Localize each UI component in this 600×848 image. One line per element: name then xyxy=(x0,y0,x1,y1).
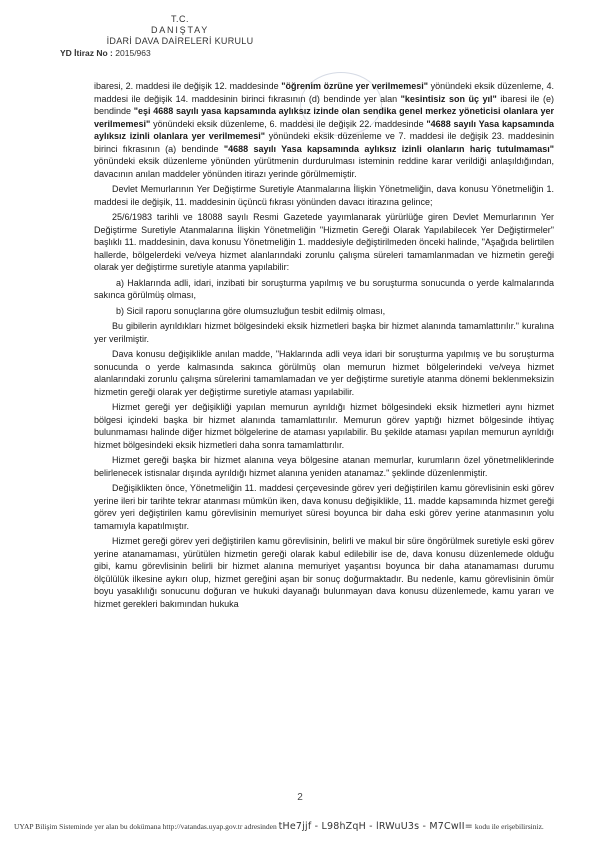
document-header xyxy=(60,14,300,59)
body-paragraph xyxy=(94,535,554,610)
text-run: Devlet Memurlarının Yer Değiştirme Suretiyle Atanmalarına İlişkin Yönetmeliğin, dava konusu Yönetmeliğin 1. maddesi ile değişik, 11. maddesinin üçüncü fıkrası yönünden davacı itirazına gelince; xyxy=(94,184,554,207)
footer-suffix: kodu ile erişebilirsiniz. xyxy=(474,822,544,831)
body-paragraph xyxy=(94,277,554,302)
reference-label: YD İtiraz No : xyxy=(60,48,113,58)
text-run: Değişiklikten önce, Yönetmeliğin 11. maddesi çerçevesinde görev yeri değiştirilen kamu görevlisinin eski görev yerine ileri bir tarihte tekrar atanması mümkün iken, dava konusu değişiklikle, 11. madde kapsamında hizmet gereği görev yeri değiştirilen kamu görevlisinin memuriyet süresi boyunca bir daha eski görev yerine atanmasının yolu tamamıyla kapatılmıştır. xyxy=(94,483,554,531)
body-paragraph xyxy=(94,320,554,345)
text-run: yönündeki eksik düzenleme ve 7. maddesi ile değişik 23. maddesinin birinci fıkrasının (a) bendinde xyxy=(94,131,554,154)
footer-prefix: UYAP Bilişim Sisteminde yer alan bu dokümana http://vatandas.uyap.gov.tr adresinden xyxy=(14,822,277,831)
bold-text-run: "eşi 4688 sayılı yasa kapsamında aylıksız izinde olan sendika genel merkez yöneticisi olanlara yer verilmemesi" xyxy=(94,106,554,129)
body-paragraph xyxy=(94,305,554,318)
header-reference xyxy=(60,48,300,59)
bold-text-run: "kesintisiz son üç yıl" xyxy=(400,93,497,104)
body-paragraph xyxy=(94,183,554,208)
bold-text-run: "öğrenim özrüne yer verilmemesi" xyxy=(281,81,429,91)
header-organization: DANIŞTAY xyxy=(150,25,210,35)
footer-access-code: tHe7jjf - L98hZqH - lRWuU3s - M7CwII= xyxy=(278,821,473,832)
text-run: Dava konusu değişiklikle anılan madde, "Haklarında adli veya idari bir soruşturma yapılmış ve bu soruşturma sonucunda o yerde kalmasında sakınca görülmüş olan memurun hizmet bölgelerindeki ve/veya hizmet alanlarındaki zorunlu çalışma sürelerini tamamlamadan ve yer değiştirme suretiyle atanma dönemi beklenmeksizin hizmetin gereği olarak yer değiştirme suretiyle ataması yapılabilir. xyxy=(94,349,554,397)
document-body xyxy=(94,80,554,613)
text-run: Hizmet gereği görev yeri değiştirilen kamu görevlisinin, belirli ve makul bir süre öngörülmek suretiyle eski görev yerine atanamaması, yürütülen hizmetin gereği olarak kabul edilebilir ise de, dava konusu düzenlemede olduğu gibi, kamu görevlisinin belirli bir hizmet alanına memuriyet yaşantısı boyunca bir daha atanamaması durumu ölçülülük ilkesine aykırı olup, hizmet gereğini aşan bir sonuç doğurmaktadır. Bu nedenle, kamu görevlisinin ömür boyu yasaklılığı sonucunu doğuran ve hukuki dayanağı bulunmayan dava konusu düzenlemede, kamu yararı ve hizmet gerekleri bakımından hukuka xyxy=(94,536,554,609)
text-run: 25/6/1983 tarihli ve 18088 sayılı Resmi Gazetede yayımlanarak yürürlüğe giren Devlet Memurlarının Yer Değiştirme Suretiyle Atanmalarına İlişkin Yönetmeliğin "Hizmetin Gereği Olarak Yapılabilecek Yer Değiştirmeler" başlıklı 11. maddesinin, dava konusu Yönetmeliğin 1. maddesiyle değiştirilmeden önceki halinde, "Aşağıda belirtilen hallerde, bölgelerdeki ve/veya hizmet alanlarındaki zorunlu çalışma süreleri tamamlanmadan ve hizmetin gereği olarak yer değiştirme suretiyle atanma yapılabilir: xyxy=(94,212,554,272)
body-paragraph xyxy=(94,211,554,274)
bold-text-run: "4688 sayılı Yasa kapsamında aylıksız izinli olanlara yer verilmemesi" xyxy=(94,118,554,141)
text-run: a) Haklarında adli, idari, inzibati bir soruşturma yapılmış ve bu soruşturma sonucunda o yerde kalmalarında sakınca görülmüş olması, xyxy=(94,277,554,300)
header-tc: T.C. xyxy=(170,14,189,24)
body-paragraph xyxy=(94,454,554,479)
bold-text-run: "4688 sayılı Yasa kapsamında aylıksız izinli olanların hariç tutulmaması" xyxy=(223,143,555,154)
text-run: yönündeki eksik düzenleme, 6. maddesi ile değişik 22. maddesinde xyxy=(150,118,427,129)
body-paragraph xyxy=(94,401,554,451)
text-run: Hizmet gereği yer değişikliği yapılan memurun ayrıldığı hizmet bölgesindeki eksik hizmetleri aynı hizmet bölgesi içindeki başka bir hizmet alanında tamamlattırılır. Memurun görev yaptığı hizmet bölgesinde ihtiyaç bulunmaması halinde diğer hizmet bölgelerine de ataması yapılabilir. Bu şekilde ataması yapılan memurun ayrıldığı hizmet bölgesindeki eksik hizmetleri daha sonra tamamlattırılır. xyxy=(94,402,554,450)
text-run: ibaresi, 2. maddesi ile değişik 12. maddesinde xyxy=(94,81,282,91)
text-run: Bu gibilerin ayrıldıkları hizmet bölgesindeki eksik hizmetleri başka bir hizmet alanında tamamlattırılır." kuralına yer verilmiştir. xyxy=(94,321,554,344)
text-run: ibaresi ile (e) bendinde xyxy=(94,93,554,116)
text-run: b) Sicil raporu sonuçlarına göre olumsuzluğun tesbit edilmiş olması, xyxy=(116,305,386,316)
body-paragraph xyxy=(94,80,554,180)
reference-number: 2015/963 xyxy=(115,48,151,58)
body-paragraph xyxy=(94,348,554,398)
header-department: İDARİ DAVA DAİRELERİ KURULU xyxy=(106,36,254,46)
text-run: yönündeki eksik düzenleme yönünden yürütmenin durdurulması isteminin reddine karar verildiği anlaşıldığından, davacının anılan maddeler yönünden itirazı yerinde görülmemiştir. xyxy=(94,156,554,179)
text-run: yönündeki eksik düzenleme, 4. maddesi ile değişik 14. maddesinin birinci fıkrasının (d) bendinde yer alan xyxy=(94,81,555,104)
body-paragraph xyxy=(94,482,554,532)
uyap-footer xyxy=(14,821,586,832)
page-number: 2 xyxy=(297,792,303,803)
text-run: Hizmet gereği başka bir hizmet alanına veya bölgesine atanan memurlar, kurumların özel yönetmeliklerinde belirlenecek istisnalar dışında ayrıldığı hizmet alanına yeniden atanamaz." şeklinde düzenlenmiştir. xyxy=(94,455,554,478)
